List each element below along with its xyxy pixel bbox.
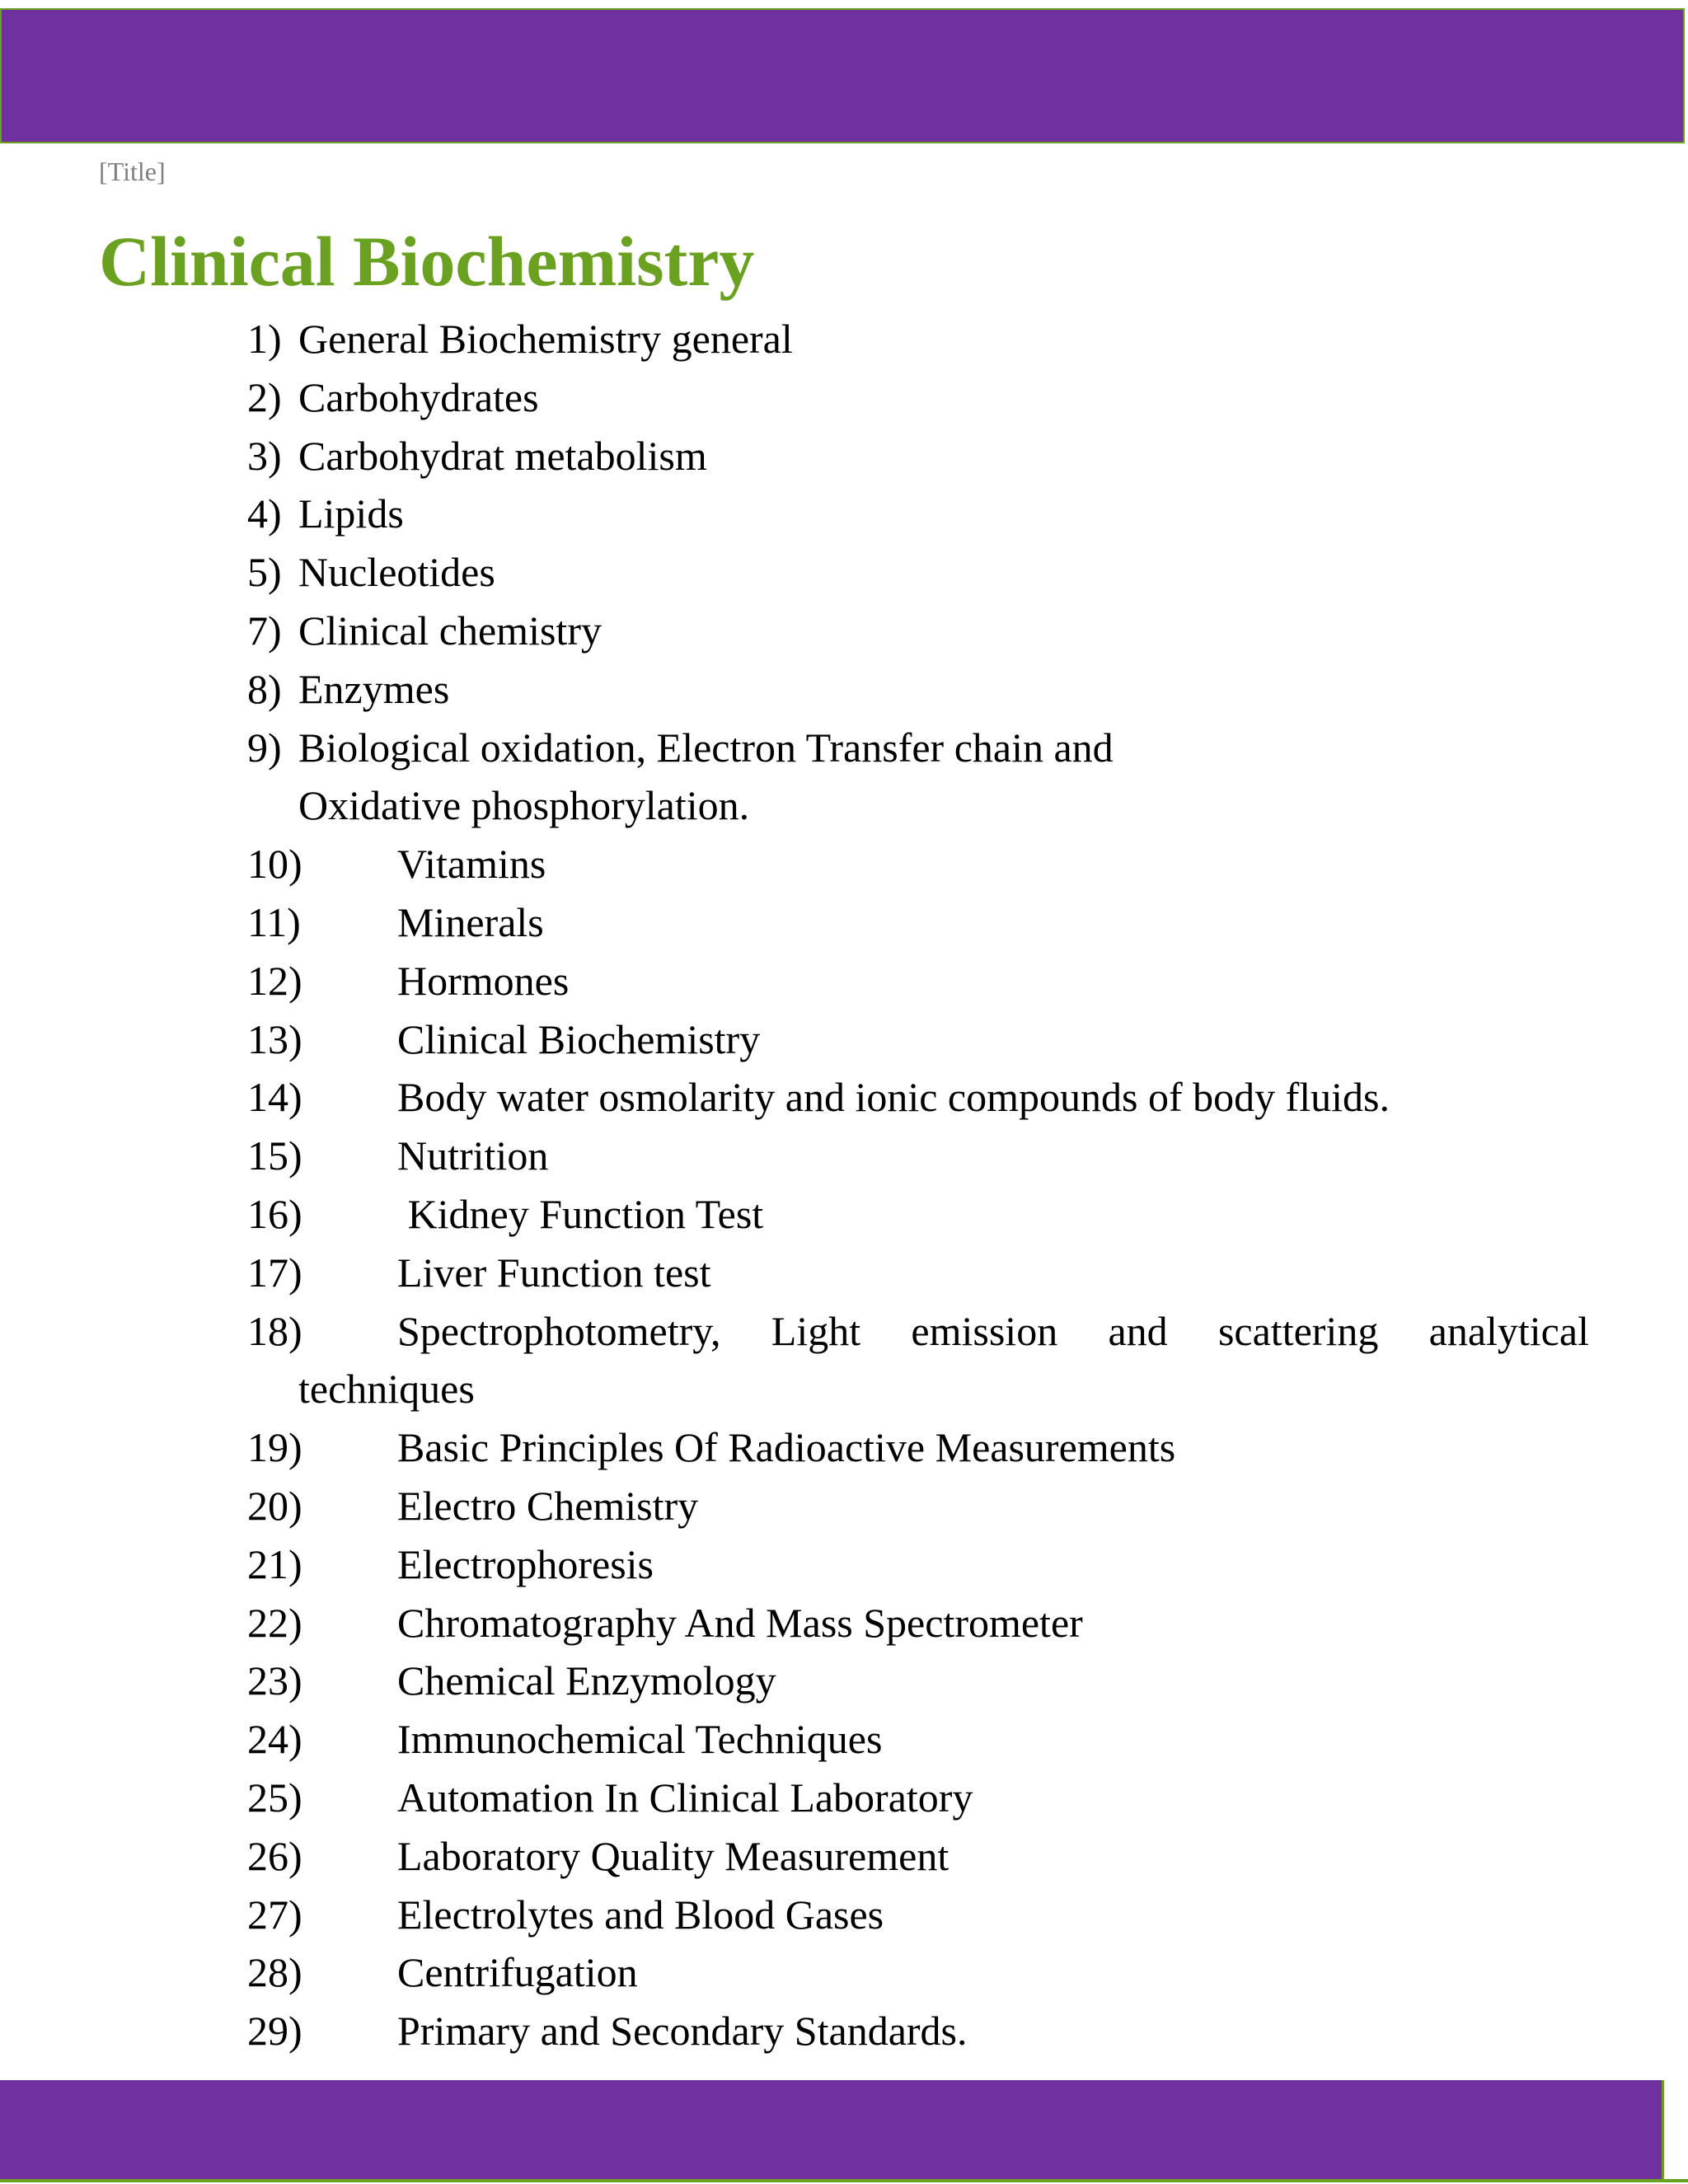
list-item xyxy=(247,1769,1589,1827)
list-item-label: Clinical Biochemistry xyxy=(397,1015,761,1062)
list-item-number: 25) xyxy=(247,1774,302,1821)
list-item xyxy=(247,1185,1589,1244)
list-item xyxy=(247,1244,1589,1302)
list-item xyxy=(247,543,1589,602)
list-item-number: 5) xyxy=(247,549,282,596)
list-item xyxy=(247,1418,1589,1477)
list-item xyxy=(247,1827,1589,1886)
list-item-number: 22) xyxy=(247,1599,302,1646)
header-band xyxy=(0,8,1685,143)
list-item-number: 19) xyxy=(247,1424,302,1471)
list-item-label xyxy=(298,719,1114,836)
list-item-label: Electrolytes and Blood Gases xyxy=(397,1891,884,1938)
list-item-number: 26) xyxy=(247,1832,302,1879)
list-item-number: 10) xyxy=(247,841,302,888)
list-item-number: 14) xyxy=(247,1074,302,1121)
list-item-label-line: Oxidative phosphorylation. xyxy=(298,782,750,829)
list-item xyxy=(247,1886,1589,1944)
footer-accent-rule xyxy=(1662,2080,1664,2182)
list-item xyxy=(247,719,1589,836)
list-item-word: and xyxy=(1108,1307,1168,1354)
list-item-number: 24) xyxy=(247,1716,302,1763)
list-item-number: 15) xyxy=(247,1132,302,1179)
list-item-label: Chromatography And Mass Spectrometer xyxy=(397,1599,1083,1646)
document-title: Clinical Biochemistry xyxy=(99,222,755,301)
list-item-number: 9) xyxy=(247,724,282,771)
list-item-number: 7) xyxy=(247,607,282,654)
list-item-word: Light xyxy=(771,1307,861,1354)
list-item xyxy=(247,1943,1589,2002)
list-item-label: Laboratory Quality Measurement xyxy=(397,1832,950,1879)
list-item-label: Nucleotides xyxy=(298,549,495,596)
list-item xyxy=(247,2002,1589,2060)
title-placeholder: [Title] xyxy=(99,157,166,186)
list-item xyxy=(247,485,1589,543)
list-item-label: Chemical Enzymology xyxy=(397,1657,776,1704)
list-item-label: Body water osmolarity and ionic compounds of body fluids. xyxy=(397,1074,1390,1121)
list-item xyxy=(247,1535,1589,1594)
list-item-label: Centrifugation xyxy=(397,1949,638,1996)
list-item-label: Kidney Function Test xyxy=(397,1190,764,1237)
footer-band xyxy=(0,2080,1662,2182)
list-item xyxy=(247,1302,1589,1419)
list-item-label: Primary and Secondary Standards. xyxy=(397,2008,968,2055)
list-item-number: 4) xyxy=(247,490,282,537)
list-item-number: 28) xyxy=(247,1949,302,1996)
list-item xyxy=(247,1010,1589,1069)
list-item xyxy=(247,1710,1589,1769)
list-item xyxy=(247,893,1589,952)
list-item xyxy=(247,310,1589,368)
list-item-number: 17) xyxy=(247,1249,302,1296)
list-item-label-line xyxy=(298,1302,1589,1361)
list-item-label: Automation In Clinical Laboratory xyxy=(397,1774,973,1821)
list-item-number: 11) xyxy=(247,898,301,945)
list-item-number: 23) xyxy=(247,1657,302,1704)
list-item xyxy=(247,1477,1589,1535)
list-item-label xyxy=(298,1302,1589,1419)
list-item-label-line: Biological oxidation, Electron Transfer chain and xyxy=(298,724,1114,771)
list-item-label: Nutrition xyxy=(397,1132,549,1179)
list-item xyxy=(247,1594,1589,1652)
list-item-label: General Biochemistry general xyxy=(298,316,793,362)
footer-accent-line xyxy=(0,2179,1688,2182)
list-item-number: 16) xyxy=(247,1190,302,1237)
list-item-label: Electro Chemistry xyxy=(397,1482,699,1529)
list-item-number: 18) xyxy=(247,1307,302,1354)
list-item-label-line: techniques xyxy=(298,1366,475,1413)
list-item xyxy=(247,427,1589,485)
list-item-label: Basic Principles Of Radioactive Measurements xyxy=(397,1424,1176,1471)
list-item xyxy=(247,660,1589,719)
list-item xyxy=(247,952,1589,1010)
list-item-number: 8) xyxy=(247,665,282,712)
list-item-number: 1) xyxy=(247,316,282,362)
list-item xyxy=(247,602,1589,660)
list-item-label: Liver Function test xyxy=(397,1249,711,1296)
list-item-label: Enzymes xyxy=(298,665,450,712)
list-item-number: 2) xyxy=(247,373,282,420)
list-item-word: emission xyxy=(911,1307,1058,1354)
list-item-label: Minerals xyxy=(397,898,544,945)
list-item-number: 29) xyxy=(247,2008,302,2055)
list-item-label: Electrophoresis xyxy=(397,1540,654,1587)
list-item-number: 3) xyxy=(247,432,282,479)
list-item xyxy=(247,1127,1589,1185)
list-item-number: 27) xyxy=(247,1891,302,1938)
list-item-label: Carbohydrates xyxy=(298,373,539,420)
list-item-number: 21) xyxy=(247,1540,302,1587)
list-item-word: scattering xyxy=(1217,1307,1379,1354)
list-item-label: Hormones xyxy=(397,957,570,1004)
list-item xyxy=(247,368,1589,427)
list-item-label: Lipids xyxy=(298,490,404,537)
list-item-word: Spectrophotometry, xyxy=(397,1307,721,1354)
list-item-label: Clinical chemistry xyxy=(298,607,602,654)
list-item-label: Immunochemical Techniques xyxy=(397,1716,883,1763)
list-item-label: Vitamins xyxy=(397,841,546,888)
list-item xyxy=(247,835,1589,893)
list-item xyxy=(247,1652,1589,1710)
topic-list xyxy=(247,310,1589,2060)
list-item-number: 13) xyxy=(247,1015,302,1062)
list-item xyxy=(247,1068,1589,1127)
list-item-number: 12) xyxy=(247,957,302,1004)
list-item-word: analytical xyxy=(1428,1307,1589,1354)
list-item-label: Carbohydrat metabolism xyxy=(298,432,707,479)
list-item-number: 20) xyxy=(247,1482,302,1529)
